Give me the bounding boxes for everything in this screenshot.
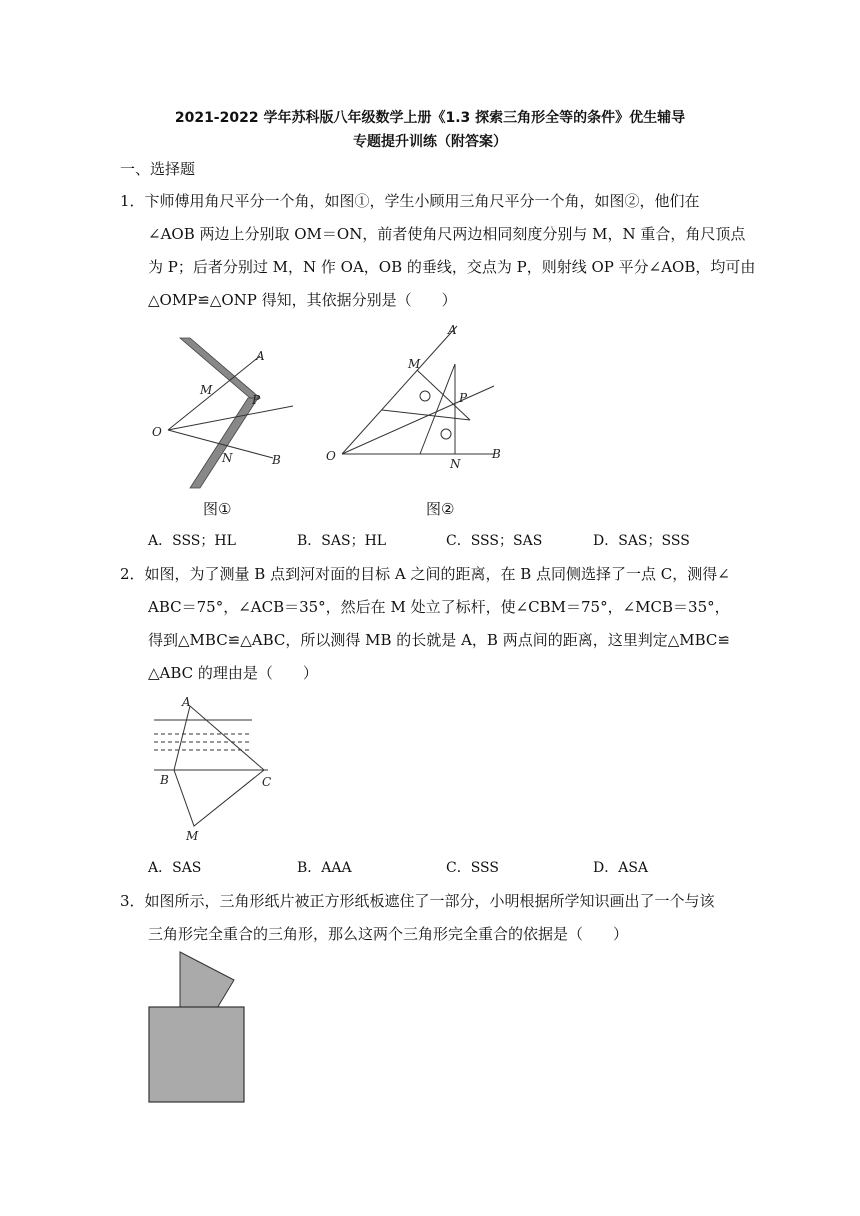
fig2-label-M: M	[408, 357, 421, 371]
q1-line1: 1．卞师傅用角尺平分一个角，如图①，学生小顾用三角尺平分一个角，如图②，他们在	[120, 192, 700, 210]
q3-line1: 3．如图所示，三角形纸片被正方形纸板遮住了一部分，小明根据所学知识画出了一个与该	[120, 892, 715, 910]
fig2-label-B: B	[492, 447, 501, 461]
q1-option-b: B．SAS；HL	[297, 533, 387, 549]
q1-option-a: A．SSS；HL	[148, 533, 236, 549]
fig2-label-P: P	[459, 391, 468, 405]
q3-figure	[146, 948, 250, 1108]
q2-option-d: D．ASA	[593, 860, 649, 876]
q2-line1: 2．如图，为了测量 B 点到河对面的目标 A 之间的距离，在 B 点同侧选择了一点 C，测得∠	[120, 565, 730, 583]
q2-label-B: B	[160, 773, 169, 787]
q2-line4: △ABC 的理由是（ ）	[148, 664, 318, 682]
fig1-label-P: P	[252, 393, 261, 407]
fig2-label-O: O	[326, 449, 336, 463]
doc-title-line2: 专题提升训练（附答案）	[353, 134, 507, 150]
fig2-label-N: N	[450, 457, 461, 471]
q2-line3: 得到△MBC≌△ABC，所以测得 MB 的长就是 A，B 两点间的距离，这里判定△MBC≌	[148, 631, 730, 649]
doc-title-line1: 2021-2022 学年苏科版八年级数学上册《1.3 探索三角形全等的条件》优生辅导	[174, 110, 686, 126]
q1-figure2	[322, 322, 512, 472]
section-heading: 一、选择题	[120, 160, 196, 178]
q1-caption1: 图①	[203, 500, 232, 518]
q2-option-c: C．SSS	[446, 860, 499, 876]
q2-option-b: B．AAA	[297, 860, 352, 876]
q2-label-M: M	[186, 829, 199, 843]
q2-label-A: A	[182, 695, 191, 709]
q2-option-a: A．SAS	[148, 860, 202, 876]
fig2-label-A: A	[448, 323, 457, 337]
q3-line2: 三角形完全重合的三角形，那么这两个三角形完全重合的依据是（ ）	[148, 925, 629, 943]
q1-option-c: C．SSS；SAS	[446, 533, 543, 549]
q2-figure	[148, 694, 288, 844]
fig1-label-B: B	[272, 453, 281, 467]
fig1-label-M: M	[200, 383, 213, 397]
q2-label-C: C	[262, 775, 272, 789]
fig1-label-A: A	[256, 349, 265, 363]
q2-line2: ABC＝75°，∠ACB＝35°，然后在 M 处立了标杆，使∠CBM＝75°，∠MCB＝35°，	[148, 598, 730, 616]
q1-line2: ∠AOB 两边上分别取 OM＝ON，前者使角尺两边相同刻度分别与 M，N 重合，角尺顶点	[148, 225, 746, 243]
q1-figure1	[148, 330, 308, 490]
q1-caption2: 图②	[426, 500, 455, 518]
q1-line4: △OMP≌△ONP 得知，其依据分别是（ ）	[148, 291, 457, 309]
q1-line3: 为 P；后者分别过 M，N 作 OA，OB 的垂线，交点为 P，则射线 OP 平分∠AOB，均可由	[148, 258, 756, 276]
fig1-label-N: N	[222, 451, 233, 465]
q1-option-d: D．SAS；SSS	[593, 533, 690, 549]
fig1-label-O: O	[152, 425, 162, 439]
